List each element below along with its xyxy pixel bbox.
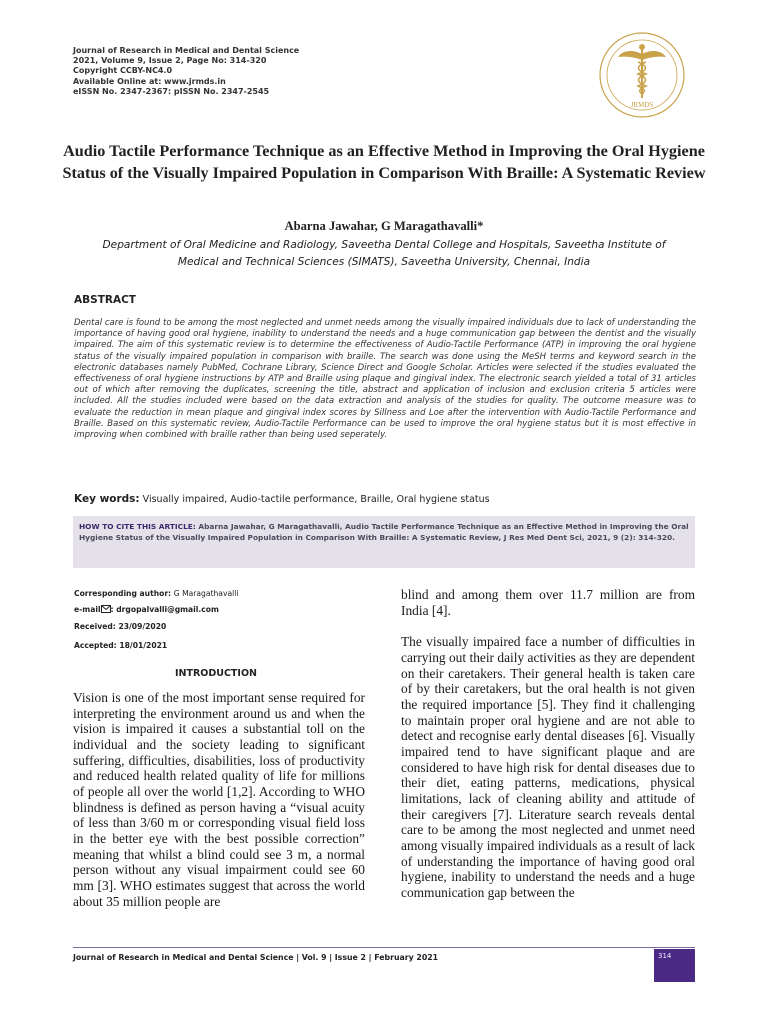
journal-logo [597,30,687,120]
footer-text: Journal of Research in Medical and Dental Science | Vol. 9 | Issue 2 | February 2021 [73,953,439,962]
keywords [74,493,696,505]
email-value[interactable]: drgopalvalli@gmail.com [116,605,219,614]
email-line: e-mail : drgopalvalli@gmail.com [74,605,219,614]
how-to-cite-box [73,516,695,568]
caduceus-icon [597,30,687,120]
logo-text: JRMDS [630,101,654,109]
introduction-heading: INTRODUCTION [175,668,257,679]
corresponding-label: Corresponding author: [74,589,172,598]
cite-label: HOW TO CITE THIS ARTICLE: [79,522,196,531]
journal-issn: eISSN No. 2347-2367: pISSN No. 2347-2545 [73,86,270,96]
keywords-label: Key words: [74,493,140,505]
received-date: Received: 23/09/2020 [74,622,167,631]
cite-text: Abarna Jawahar, G Maragathavalli, Audio Tactile Performance Technique as an Effective Method in Improving the Oral Hygiene Status of the Visually Impaired Population in Comparison With Braille: A Systematic Review, J Res Med Dent Sci, 2021, 9 (2): 314-320. [79,522,689,542]
journal-copyright: Copyright CCBY-NC4.0 [73,66,173,76]
corresponding-value: G Maragathavalli [173,589,239,598]
right-paragraph-1: blind and among them over 11.7 million are from India [4]. [401,587,695,618]
authors: Abarna Jawahar, G Maragathavalli* [284,219,484,233]
paper-title: Audio Tactile Performance Technique as an Effective Method in Improving the Oral Hygiene Status of the Visually Impaired Population in Comparison With Braille: A Systematic Review [62,142,706,182]
corresponding-author [74,589,238,598]
introduction-right-column [401,587,695,900]
email-label: e-mail [74,605,101,614]
abstract-body: Dental care is found to be among the most neglected and unmet needs among the visually impaired individuals due to lack of understanding the importance of having good oral hygiene, inability to understand the needs and a huge communication gap between the dentist and the visually impaired. The aim of this systematic review is to determine the effectiveness of Audio-Tactile Performance (ATP) in improving the oral hygiene status of the visually impaired population in comparison with braille. The search was done using the MeSH terms and keyword search in the electronic databases namely PubMed, Cochrane Library, Science Direct and Google Scholar. Articles were selected if the studies evaluated the effectiveness of oral hygiene instructions by ATP and Braille using plaque and gingival index. The electronic search yielded a total of 31 articles out of which after removing the duplicates, screening the title, abstract and application of inclusion and exclusion criteria 5 articles were included. All the studies included were based on the data extraction and analysis of the studies for quality. The outcome measure was to evaluate the reduction in mean plaque and gingival index scores by Sillness and Loe after the intervention with Audio-Tactile Performance and Braille. Based on this systematic review, Audio-Tactile Performance can be used to improve the oral hygiene status but it is most effective in improving when combined with braille rather than being used seperately. [74,318,696,441]
accepted-date: Accepted: 18/01/2021 [74,641,168,650]
keywords-value: Visually impaired, Audio-tactile performance, Braille, Oral hygiene status [142,494,490,505]
abstract-heading: ABSTRACT [74,294,136,306]
introduction-left-column: Vision is one of the most important sense required for interpreting the environment around us and when the vision is impaired it causes a substantial toll on the individual and the society leading to significant suffering, difficulties, disabilities, loss of productivity and reduced health related quality of life for millions of people all over the world [1,2]. According to WHO blindness is defined as person having a “visual acuity of less than 3/60 m or corresponding visual field loss in the better eye with the best possible correction” meaning that whilst a blind could see 3 m, a normal person without any visual impairment could see 60 mm [3]. WHO estimates suggest that across the world about 35 million people are [73,690,365,909]
envelope-icon [101,605,111,613]
journal-name: Journal of Research in Medical and Dental Science [73,46,300,55]
footer-divider [73,947,695,948]
journal-header [73,46,493,97]
journal-available: Available Online at: www.jrmds.in [73,76,226,86]
page-number: 314 [658,952,672,960]
affiliation: Department of Oral Medicine and Radiology, Saveetha Dental College and Hospitals, Saveetha Institute of Medical and Technical Sciences (SIMATS), Saveetha University, Chennai, India [102,239,666,268]
page-number-box [654,949,695,982]
right-paragraph-2: The visually impaired face a number of difficulties in carrying out their daily activities as they are dependent on their caretakers. Their general health is taken care of by their caretakers, but the oral health is not given the required importance [5]. They find it challenging to maintain proper oral hygiene and are not able to detect and recognise early dental diseases [6]. Visually impaired tend to have significant plaque and are considered to have high risk for dental diseases due to their diet, eating patterns, medications, physical limitations, lack of cleaning ability and attitude of their caregivers [7]. Literature search reveals dental care to be among the most neglected and unmet need among visually impaired individuals as a result of lack of understanding the importance of having good oral hygiene, inability to understand the needs and a huge communication gap between the [401,634,695,900]
journal-volume: 2021, Volume 9, Issue 2, Page No: 314-320 [73,56,267,66]
